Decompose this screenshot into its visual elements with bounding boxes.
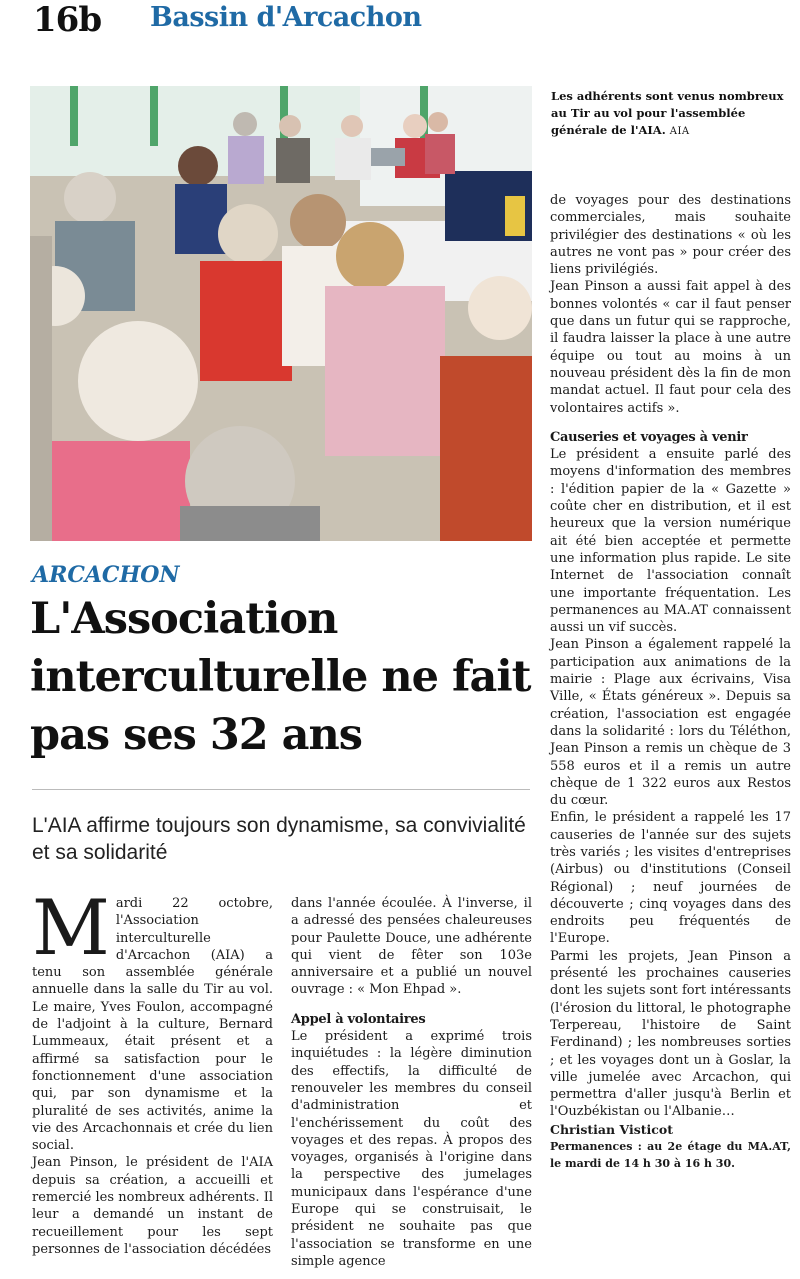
paragraph: Jean Pinson, le président de l'AIA depuis sa création, a accueilli et remercié les nombreux adhérents. Il leur a demandé un instant de recueillement pour les sept personnes de l'association décédées bbox=[32, 1155, 273, 1257]
author-signature: Christian Visticot bbox=[550, 1121, 673, 1137]
paragraph: Jean Pinson a également rappelé la participation aux animations de la mairie : Plage aux écrivains, Visa Ville, « États généreux ». Depuis sa création, l'association est engagée dans la solidarité : lors du Téléthon, Jean Pinson a remis un chèque de 3 558 euros et il a remis un autre chèque de 1 322 euros aux Restos du cœur. bbox=[550, 637, 791, 809]
article-photo bbox=[30, 86, 532, 541]
caption-text: Les adhérents sont venus nombreux au Tir au vol pour l'assemblée générale de l'AIA. bbox=[551, 89, 784, 137]
paragraph: Parmi les projets, Jean Pinson a présenté les prochaines causeries dont les sujets sont fort intéressants (l'érosion du littoral, le photographe Terpereau, l'histoire de Saint Ferdinand) ; les nombreuses sorties ; et les voyages dont un à Goslar, la ville jumelée avec Arcachon, qui permettra d'aller jusqu'à Berlin et l'Ouzbékistan ou l'Albanie… bbox=[550, 948, 791, 1120]
paragraph: Mardi 22 octobre, l'Association interculturelle d'Arcachon (AIA) a tenu son assemblée générale annuelle dans la salle du Tir au vol. Le maire, Yves Foulon, accompagné de l'adjoint à la culture, Bernard Lummeaux, était présent et a affirmé sa satisfaction pour le fonctionnement d'une association qui, par son dynamisme et la pluralité de ses activités, anime la vie des Arcachonnais et crée du lien social. bbox=[32, 883, 273, 1154]
article-kicker: ARCACHON bbox=[32, 562, 180, 588]
paragraph: de voyages pour des destinations commerciales, mais souhaite privilégier des destinations « où les autres ne vont pas » pour créer des liens privilégiés. bbox=[550, 193, 791, 278]
subheading: Appel à volontaires bbox=[291, 1011, 426, 1027]
column-1 bbox=[32, 883, 273, 1258]
article-deck: L'AIA affirme toujours son dynamisme, sa convivialité et sa solidarité bbox=[32, 814, 526, 864]
page-number: 16b bbox=[33, 0, 102, 40]
paragraph: Le président a ensuite parlé des moyens d'information des membres : l'édition papier de la « Gazette » coûte cher en distribution, et il est heureux que la version numérique ait été bien acceptée et permette une information plus rapide. Le site Internet de l'association connaît une importante fréquentation. Les permanences au MA.AT connaissent aussi un vif succès. bbox=[550, 447, 791, 636]
subheading: Causeries et voyages à venir bbox=[550, 429, 748, 445]
info-note: Permanences : au 2e étage du MA.AT, le mardi de 14 h 30 à 16 h 30. bbox=[550, 1140, 791, 1171]
column-2 bbox=[291, 895, 532, 1270]
paragraph: Enfin, le président a rappelé les 17 causeries de l'année sur des sujets très variés ; les visites d'entreprises (Airbus) ou d'institutions (Conseil Régional) ; neuf journées de découverte ; cinq voyages dans des endroits peu fréquentés de l'Europe. bbox=[550, 810, 791, 947]
paragraph: dans l'année écoulée. À l'inverse, il a adressé des pensées chaleureuses pour Paulette Douce, une adhérente qui vient de fêter son 103e anniversaire et a publié un nouvel ouvrage : « Mon Ehpad ». bbox=[291, 896, 532, 998]
dropcap: M bbox=[32, 883, 110, 972]
photo-caption bbox=[551, 88, 791, 140]
photo-credit: AIA bbox=[669, 126, 690, 137]
column-3 bbox=[550, 192, 791, 1172]
section-title: Bassin d'Arcachon bbox=[150, 2, 422, 33]
divider bbox=[32, 789, 530, 790]
paragraph: Jean Pinson a aussi fait appel à des bonnes volontés « car il faut penser que dans un futur qui se rapproche, il faudra laisser la place à une autre équipe ou tout au moins à un nouveau président dès la fin de mon mandat actuel. Il faut pour cela des volontaires actifs ». bbox=[550, 279, 791, 416]
article-headline: L'Association interculturelle ne fait pas ses 32 ans bbox=[30, 594, 531, 760]
paragraph: Le président a exprimé trois inquiétudes : la légère diminution des effectifs, la difficulté de renouveler les membres du conseil d'administration et l'enchérissement du coût des voyages et des repas. À propos des voyages, organisés à l'origine dans la perspective des jumelages municipaux dans l'espérance d'une Europe qui se construisait, le président ne souhaite pas que l'association se transforme en une simple agence bbox=[291, 1029, 532, 1269]
